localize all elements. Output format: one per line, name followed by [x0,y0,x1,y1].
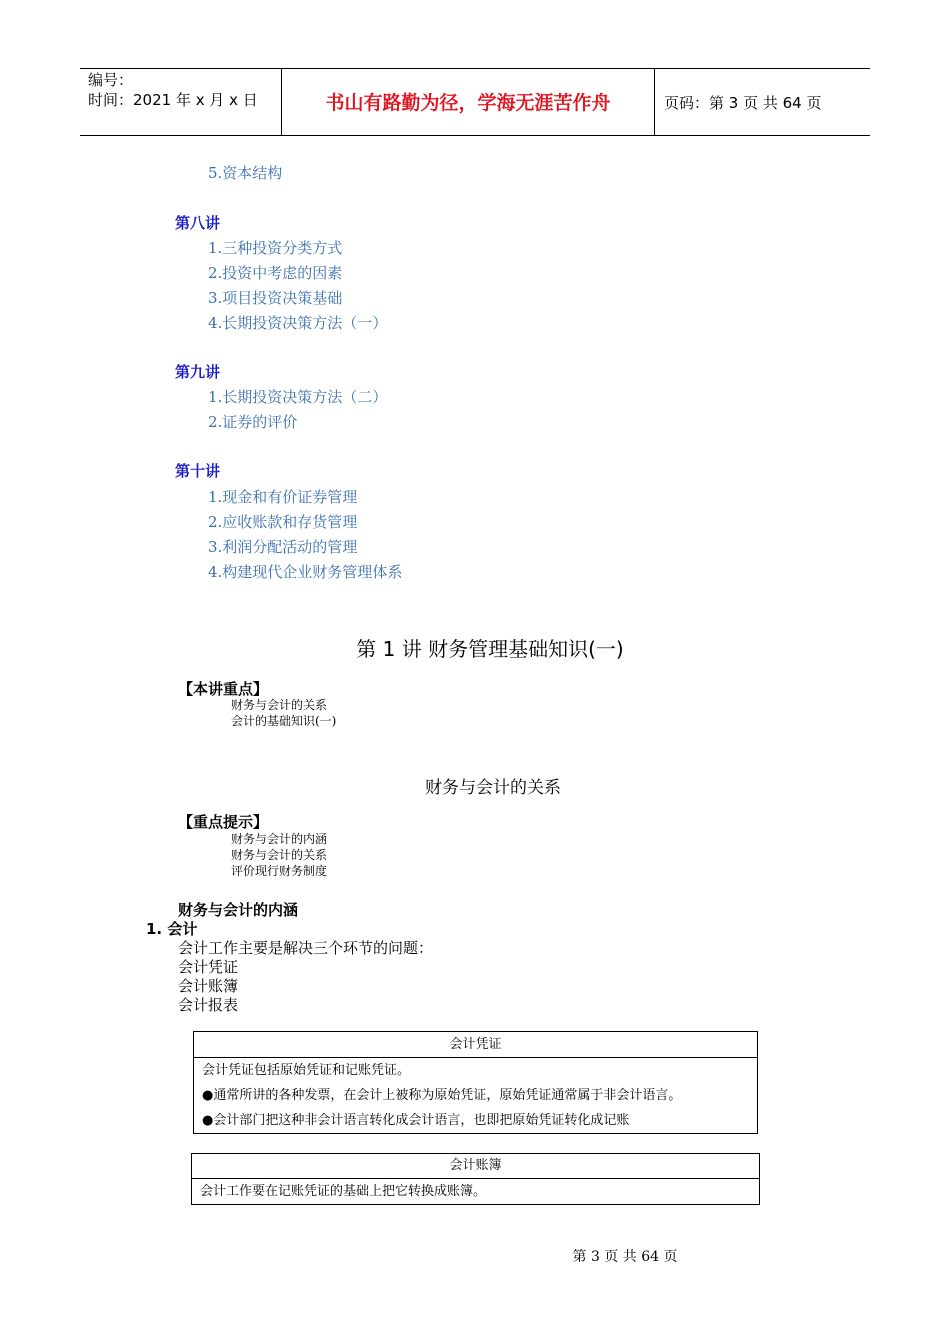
hint-item: 财务与会计的内涵 [231,832,328,846]
table-row-text: 会计部门把这种非会计语言转化成会计语言，也即把原始凭证转化成记账 [213,1113,630,1128]
header-top-rule [80,68,870,69]
key-point-item: 财务与会计的关系 [231,698,328,712]
table-caption: 会计账簿 [192,1154,759,1179]
toc-item: 3.项目投资决策基础 [208,289,343,307]
toc-item-capital-structure: 5.资本结构 [208,164,283,182]
number-label: 编号： [88,71,134,89]
point-heading: 1. 会计 [146,920,198,938]
bullet-icon: ● [202,1113,214,1128]
header-meta [88,70,258,110]
hint-item: 评价现行财务制度 [231,864,328,878]
table-row [194,1108,757,1133]
header-page-info: 页码：第 3 页 共 64 页 [664,94,822,112]
table-row-text: 通常所讲的各种发票，在会计上被称为原始凭证，原始凭证通常属于非会计语言。 [213,1088,682,1103]
key-points-label: 【本讲重点】 [178,680,269,698]
time-label: 时间：2021 年 x 月 x 日 [88,91,258,109]
body-text: 会计报表 [178,996,239,1014]
section-title: 财务与会计的关系 [425,778,561,798]
toc-lecture9-title: 第九讲 [175,363,221,381]
lecture-title: 第 1 讲 财务管理基础知识(一) [356,637,624,661]
hints-label: 【重点提示】 [178,813,269,831]
body-text: 会计凭证 [178,958,239,976]
ledger-table [191,1153,760,1205]
toc-item: 1.三种投资分类方式 [208,239,343,257]
table-caption: 会计凭证 [194,1032,757,1058]
header-divider-right [654,68,655,136]
table-row: 会计凭证包括原始凭证和记账凭证。 [202,1063,411,1078]
key-point-item: 会计的基础知识(一) [231,714,337,728]
toc-item: 2.证券的评价 [208,413,298,431]
toc-item: 2.应收账款和存货管理 [208,513,358,531]
subheading: 财务与会计的内涵 [178,901,299,919]
toc-lecture10-title: 第十讲 [175,462,221,480]
toc-lecture8-title: 第八讲 [175,214,221,232]
toc-item: 1.现金和有价证券管理 [208,488,358,506]
table-row: 会计工作要在记账凭证的基础上把它转换成账簿。 [200,1184,487,1199]
page-footer: 第 3 页 共 64 页 [572,1249,678,1265]
body-text: 会计工作主要是解决三个环节的问题： [178,939,434,957]
table-row [194,1083,757,1108]
hint-item: 财务与会计的关系 [231,848,328,862]
body-text: 会计账簿 [178,977,239,995]
voucher-table [193,1031,758,1134]
toc-item: 2.投资中考虑的因素 [208,264,343,282]
toc-item: 4.构建现代企业财务管理体系 [208,563,403,581]
header-motto: 书山有路勤为径，学海无涯苦作舟 [325,92,611,114]
toc-item: 3.利润分配活动的管理 [208,538,358,556]
toc-item: 1.长期投资决策方法（二） [208,388,388,406]
toc-item: 4.长期投资决策方法（一） [208,314,388,332]
header-bottom-rule [80,135,870,136]
bullet-icon: ● [202,1088,214,1103]
